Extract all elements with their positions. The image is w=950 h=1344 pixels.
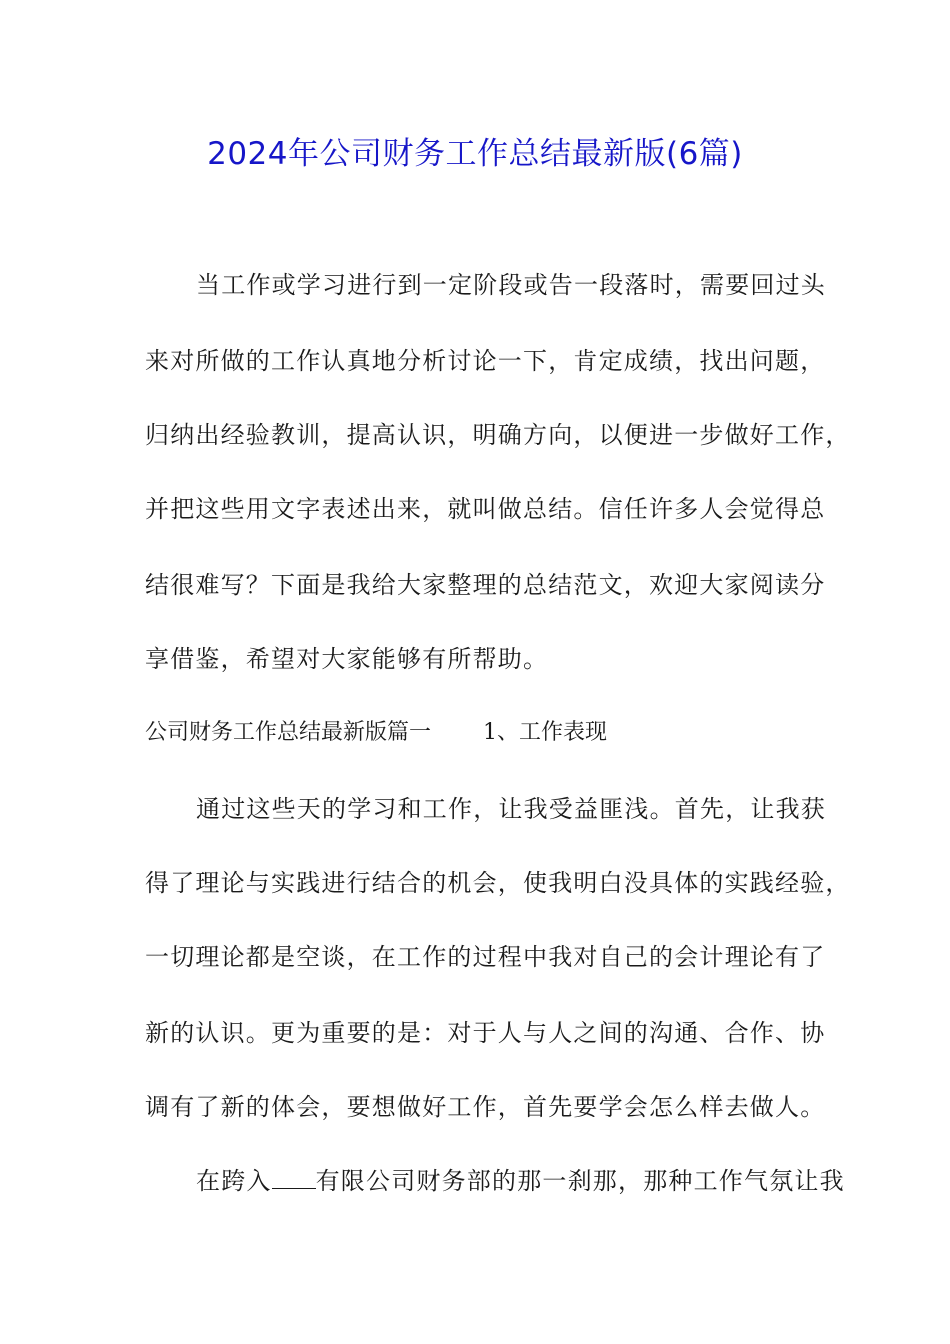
section-heading-row <box>145 718 607 748</box>
body-line-6 <box>196 1166 845 1196</box>
fill-in-blank <box>272 1166 316 1189</box>
document-title: 2024年公司财务工作总结最新版(6篇) <box>207 136 743 172</box>
body-line-4: 新的认识。更为重要的是：对于人与人之间的沟通、合作、协 <box>145 1019 826 1047</box>
body-line-5: 调有了新的体会，要想做好工作，首先要学会怎么样去做人。 <box>145 1093 826 1121</box>
body-line-1: 通过这些天的学习和工作，让我受益匪浅。首先，让我获 <box>196 795 826 823</box>
body-line-6-end: 有限公司财务部的那一刹那，那种工作气氛让我 <box>315 1167 845 1195</box>
intro-line-1: 当工作或学习进行到一定阶段或告一段落时，需要回过头 <box>196 271 826 299</box>
intro-line-6: 享借鉴，希望对大家能够有所帮助。 <box>145 645 549 673</box>
intro-line-3: 归纳出经验教训，提高认识，明确方向，以便进一步做好工作， <box>145 421 851 449</box>
section-heading: 公司财务工作总结最新版篇一 <box>145 720 432 745</box>
body-line-6-start: 在跨入 <box>196 1167 272 1195</box>
body-line-3: 一切理论都是空谈，在工作的过程中我对自己的会计理论有了 <box>145 943 826 971</box>
intro-line-2: 来对所做的工作认真地分析讨论一下，肯定成绩，找出问题， <box>145 347 826 375</box>
section-subheading: 1、工作表现 <box>483 720 608 745</box>
intro-line-4: 并把这些用文字表述出来，就叫做总结。信任许多人会觉得总 <box>145 495 826 523</box>
body-line-2: 得了理论与实践进行结合的机会，使我明白没具体的实践经验， <box>145 869 851 897</box>
intro-line-5: 结很难写？下面是我给大家整理的总结范文，欢迎大家阅读分 <box>145 571 826 599</box>
